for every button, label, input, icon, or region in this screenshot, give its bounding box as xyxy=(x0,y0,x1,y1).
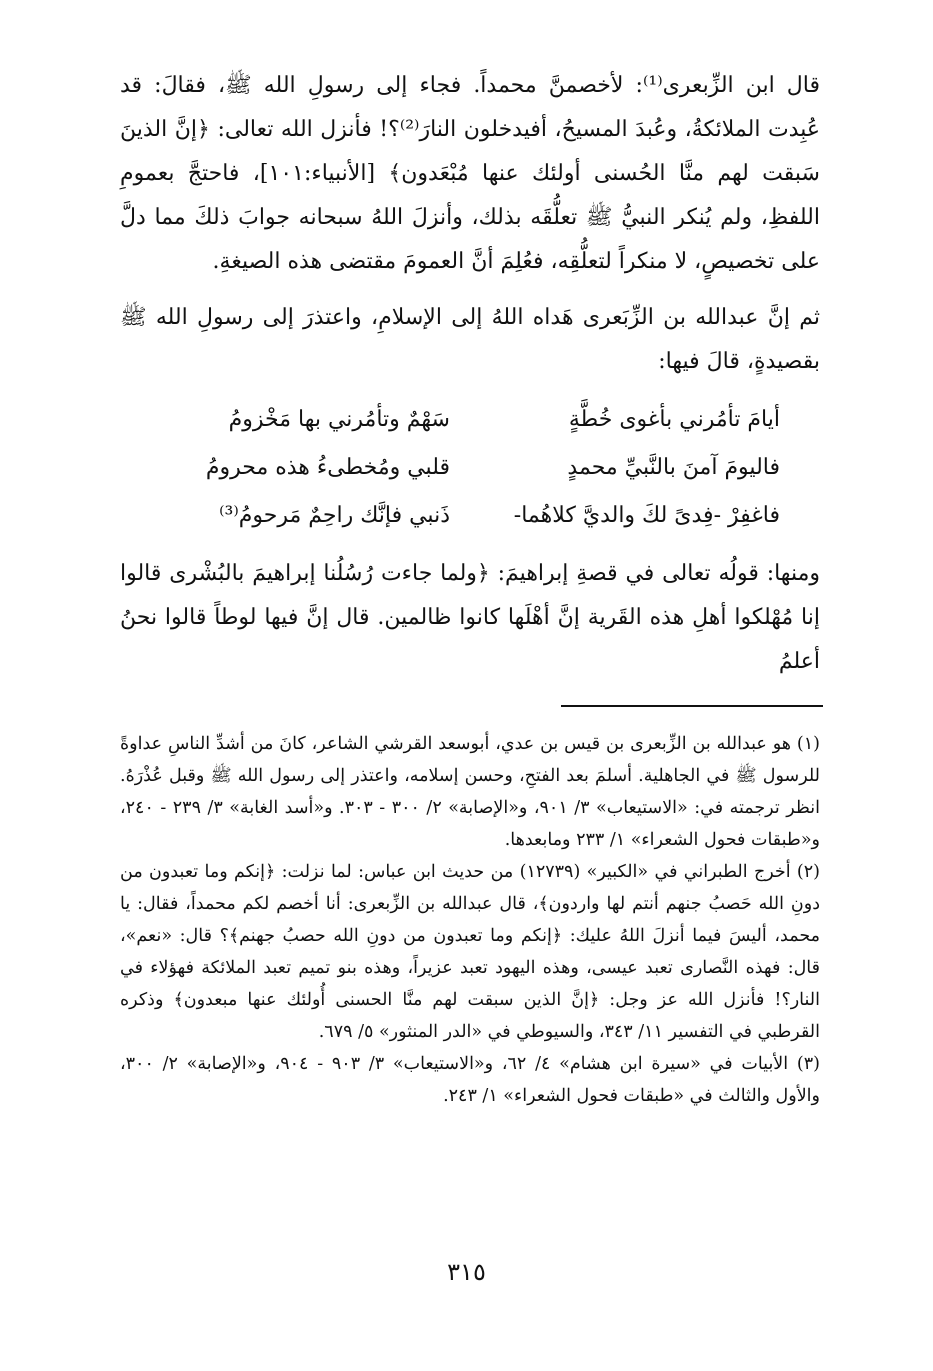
footnote-separator xyxy=(561,705,823,707)
verse-second-hemistich: سَهْمٌ وتأمُرني بها مَخْزومُ xyxy=(228,407,450,432)
verse-first-hemistich: فاليومَ آمنَ بالنَّبيِّ محمدٍ xyxy=(567,455,780,480)
main-text xyxy=(120,64,820,696)
footnote-2: (٢) أخرج الطبراني في «الكبير» (١٢٧٣٩) من حديث ابن عباس: لما نزلت: ﴿إنكم وما تعبدون من دونِ الله حَصبُ جنهم أنتم لها واردون﴾، قال عبدالله بن الزِّبعرى: أنا أخصم لكم محمداً، فقال: يا محمد، أليسَ فيما أنزلَ اللهُ عليك: ﴿إنكم وما تعبدون من دونِ الله حصبُ جهنم﴾؟ قال: «نعم»، قال: فهذه النَّصارى تعبد عيسى، وهذه اليهود تعبد عزيراً، وهذه بنو تميم تعبد الملائكة فهؤلاء في النار؟! فأنزل الله عز وجل: ﴿إنَّ الذين سبقت لهم منَّا الحسنى أُولئك عنها مبعدون﴾ وذكره القرطبي في التفسير ١١/ ٣٤٣، والسيوطي في «الدر المنثور» ٥/ ٦٧٩. xyxy=(120,862,820,1042)
verse-second-hemistich: قلبي ومُخطىءُ هذه محرومُ xyxy=(205,455,450,480)
verse-second-hemistich: ذَنبي فإنَّك راحِمٌ مَرحومُ⁽³⁾ xyxy=(219,503,450,528)
footnotes xyxy=(120,728,820,1112)
verse-first-hemistich: أيامَ تأمُرني بأغوى خُطَّةٍ xyxy=(568,407,780,432)
page-number: ٣١٥ xyxy=(447,1258,486,1286)
paragraph-1: قال ابن الزِّبعرى⁽¹⁾: لأخصمنَّ محمداً. فجاء إلى رسولِ الله ﷺ، فقالَ: قد عُبِدت الملائكةُ، وعُبدَ المسيحُ، أفيدخلون النارَ⁽²⁾؟! فأنزل الله تعالى: ﴿إنَّ الذينَ سَبقت لهم منَّا الحُسنى أولئك عنها مُبْعَدون﴾ [الأنبياء:١٠١]، فاحتجَّ بعمومِ اللفظِ، ولم يُنكر النبيُّ ﷺ تعلُّقَه بذلك، وأنزلَ اللهُ سبحانه جوابَ ذلكَ مما دلَّ على تخصيصٍ، لا منكراً لتعلُّقِه، فعُلِمَ أنَّ العمومَ مقتضى هذه الصيغةِ. xyxy=(120,73,820,274)
footnote-1: (١) هو عبدالله بن الزِّبعرى بن قيس بن عدي، أبوسعد القرشي الشاعر، كانَ من أشدِّ الناسِ عداوةً للرسول ﷺ في الجاهلية. أسلمَ بعد الفتحِ، وحسن إسلامه، واعتذر إلى رسول الله ﷺ وقبل عُذْرَهُ. انظر ترجمته في: «الاستيعاب» ٣/ ٩٠١، و«الإصابة» ٢/ ٣٠٠ - ٣٠٣. و«أسد الغابة» ٣/ ٢٣٩ - ٢٤٠، و«طبقات فحول الشعراء» ١/ ٢٣٣ ومابعدها. xyxy=(120,734,820,850)
poem-verse xyxy=(120,396,820,444)
verse-first-hemistich: فاغفِرْ -فِدىً لكَ والديَّ كلاهُما- xyxy=(513,503,780,528)
poem-verse xyxy=(120,492,820,540)
poem xyxy=(120,396,820,540)
paragraph-3: ومنها: قولُه تعالى في قصةِ إبراهيمَ: ﴿ولما جاءت رُسُلُنا إبراهيمَ بالبُشْرى قالوا إنا مُهْلكوا أهلِ هذه القَرية إنَّ أهْلَها كانوا ظالمين. قال إنَّ فيها لوطاً قالوا نحنُ أعلمُ xyxy=(120,561,820,674)
paragraph-2: ثم إنَّ عبدالله بن الزِّبَعرى هَداه اللهُ إلى الإسلامِ، واعتذرَ إلى رسولِ الله ﷺ بقصيدةٍ، قالَ فيها: xyxy=(120,305,820,374)
footnote-3: (٣) الأبيات في «سيرة ابن هشام» ٤/ ٦٢، و«الاستيعاب» ٣/ ٩٠٣ - ٩٠٤، و«الإصابة» ٢/ ٣٠٠، والأول والثالث في «طبقات فحول الشعراء» ١/ ٢٤٣. xyxy=(120,1054,820,1106)
poem-verse xyxy=(120,444,820,492)
